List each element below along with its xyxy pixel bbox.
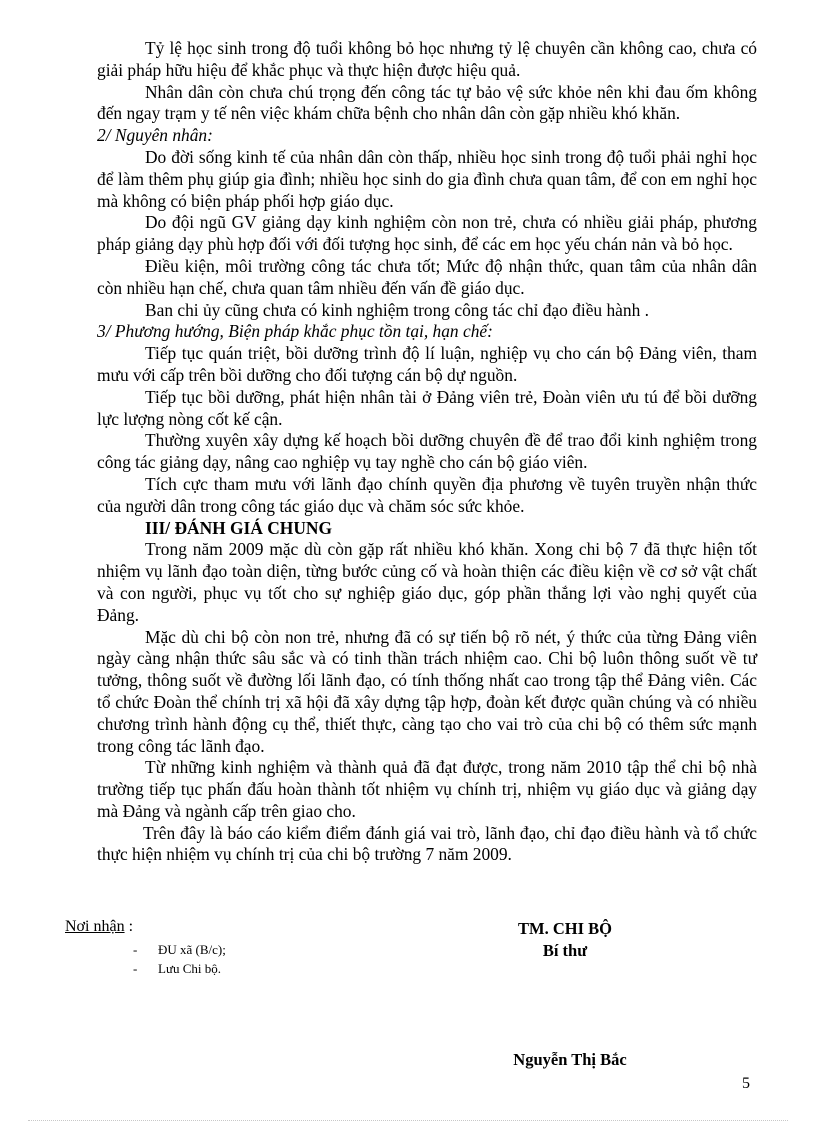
section-heading-directions: 3/ Phương hướng, Biện pháp khắc phục tồn tại, hạn chế: (97, 321, 493, 342)
paragraph: Từ những kinh nghiệm và thành quả đã đạt được, trong năm 2010 tập thể chi bộ nhà trường tiếp tục phấn đấu hoàn thành tốt nhiệm vụ chính trị, nhiệm vụ giáo dục và giảng dạy mà Đảng và ngành cấp trên giao cho. (97, 757, 757, 821)
page-bottom-divider (28, 1120, 788, 1121)
paragraph: Tỷ lệ học sinh trong độ tuổi không bỏ học nhưng tỷ lệ chuyên cần không cao, chưa có giải pháp hữu hiệu để khắc phục và thực hiện được hiệu quả. (97, 38, 757, 80)
document-body (97, 38, 757, 866)
signature-title: TM. CHI BỘ (518, 919, 612, 938)
recipients-list (65, 940, 226, 978)
list-item (133, 940, 226, 959)
section-heading-overall: III/ ĐÁNH GIÁ CHUNG (145, 517, 332, 538)
paragraph: Do đội ngũ GV giảng dạy kinh nghiệm còn non trẻ, chưa có nhiều giải pháp, phương pháp giảng dạy phù hợp đối với đối tượng học sinh, để các em học yếu chán nản và bỏ học. (97, 212, 757, 255)
paragraph: Trên đây là báo cáo kiểm điểm đánh giá vai trò, lãnh đạo, chỉ đạo điều hành và tổ chức thực hiện nhiệm vụ chính trị của chi bộ trường 7 năm 2009. (97, 822, 757, 865)
signature-role: Bí thư (542, 941, 588, 960)
paragraph: Trong năm 2009 mặc dù còn gặp rất nhiều khó khăn. Xong chi bộ 7 đã thực hiện tốt nhiệm vụ lãnh đạo toàn diện, từng bước củng cố và hoàn thiện các điều kiện về cơ sở vật chất và con người, phục vụ tốt cho sự nghiệp giáo dục, góp phần thắng lợi vào nghị quyết của Đảng. (97, 539, 757, 625)
recipient-text: ĐU xã (B/c); (158, 942, 226, 957)
list-dash: - (133, 961, 138, 976)
paragraph: Nhân dân còn chưa chú trọng đến công tác tự bảo vệ sức khỏe nên khi đau ốm không đến ngay trạm y tế nên việc khám chữa bệnh cho nhân dân còn gặp nhiều khó khăn. (97, 81, 757, 124)
recipients-label: Nơi nhận (65, 918, 125, 935)
list-dash: - (133, 942, 138, 957)
recipients-colon: : (124, 918, 134, 935)
recipients-block (65, 918, 226, 978)
recipient-text: Lưu Chi bộ. (158, 961, 222, 976)
signer-name: Nguyễn Thị Bắc (513, 1050, 627, 1069)
signature-block (480, 918, 650, 962)
paragraph: Tiếp tục bồi dưỡng, phát hiện nhân tài ở Đảng viên trẻ, Đoàn viên ưu tú để bồi dưỡng lực lượng nòng cốt kế cận. (97, 386, 757, 429)
paragraph: Ban chi ủy cũng chưa có kinh nghiệm trong công tác chỉ đạo điều hành . (145, 299, 649, 320)
paragraph: Mặc dù chi bộ còn non trẻ, nhưng đã có sự tiến bộ rõ nét, ý thức của từng Đảng viên ngày càng nhận thức sâu sắc và có tinh thần trách nhiệm cao. Chi bộ luôn thông suốt về tư tưởng, thông suốt về đường lối lãnh đạo, có tính thống nhất cao trong tập thể Đảng viên. Các tổ chức Đoàn thể chính trị xã hội đã xây dựng tập hợp, đoàn kết được quần chúng và có nhiều chương trình hành động cụ thể, thiết thực, càng tạo cho vai trò của chi bộ có thêm sức mạnh trong công tác lãnh đạo. (97, 626, 757, 756)
paragraph: Tiếp tục quán triệt, bồi dưỡng trình độ lí luận, nghiệp vụ cho cán bộ Đảng viên, tham mưu với cấp trên bồi dưỡng cho đối tượng cán bộ dự nguồn. (97, 343, 757, 385)
paragraph: Tích cực tham mưu với lãnh đạo chính quyền địa phương về tuyên truyền nhận thức của người dân trong công tác giáo dục và chăm sóc sức khỏe. (97, 473, 757, 516)
list-item (133, 959, 226, 978)
paragraph: Thường xuyên xây dựng kế hoạch bồi dưỡng chuyên đề để trao đổi kinh nghiệm trong công tác giảng dạy, nâng cao nghiệp vụ tay nghề cho cán bộ giáo viên. (97, 430, 757, 473)
page-number: 5 (742, 1075, 750, 1092)
recipients-heading (65, 918, 226, 936)
section-heading-causes: 2/ Nguyên nhân: (97, 125, 213, 146)
paragraph: Điều kiện, môi trường công tác chưa tốt; Mức độ nhận thức, quan tâm của nhân dân còn nhiều hạn chế, chưa quan tâm nhiều đến vấn đề giáo dục. (97, 255, 757, 298)
paragraph: Do đời sống kinh tế của nhân dân còn thấp, nhiều học sinh trong độ tuổi phải nghỉ học để làm thêm phụ giúp gia đình; nhiều học sinh do gia đình chưa quan tâm, để con em nghỉ học mà không có biện pháp phối hợp giáo dục. (97, 146, 757, 211)
